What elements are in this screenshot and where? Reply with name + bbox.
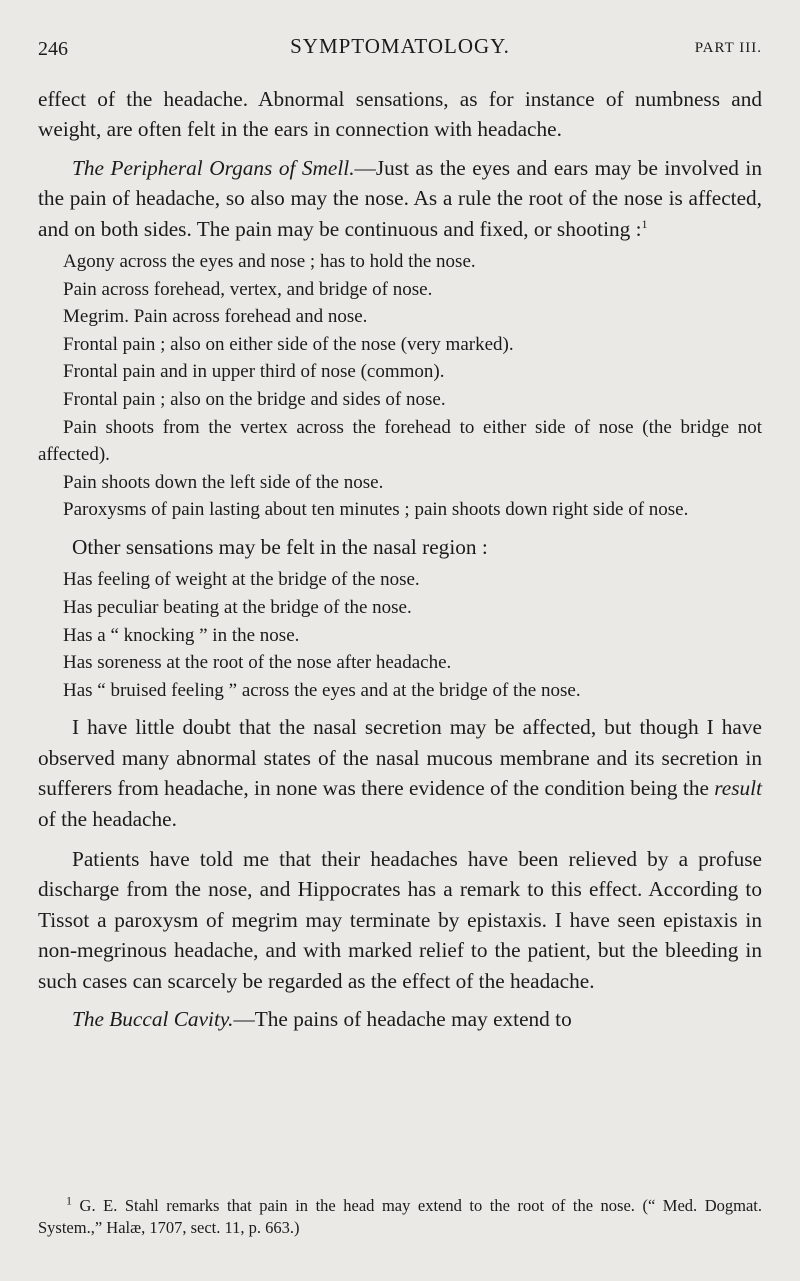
paragraph-text: —Just as the eyes and ears may be involved in the pain of headache, so also may the nose. As a rule the root of the nose is affected, and on both sides. The pain may be continuous and fixed, or shooting : — [38, 155, 762, 241]
paragraph: Other sensations may be felt in the nasal region : — [72, 534, 488, 559]
paragraph — [38, 1004, 762, 1034]
list-item: Has “ bruised feeling ” across the eyes and at the bridge of the nose. — [63, 679, 581, 701]
list-item: Has feeling of weight at the bridge of the nose. — [63, 569, 420, 591]
list-item: Frontal pain and in upper third of nose (common). — [63, 361, 445, 383]
paragraph-text: I have little doubt that the nasal secretion may be affected, but though I have observed many abnormal states of the nasal mucous membrane and its secretion in sufferers from headache, in none was there evidence of the condition being the — [38, 715, 762, 801]
footnote-ref[interactable]: 1 — [641, 216, 648, 231]
section-heading: The Peripheral Organs of Smell. — [72, 155, 355, 180]
footnote-marker: 1 — [66, 1193, 72, 1208]
sensation-list — [38, 566, 762, 704]
list-item: Has peculiar beating at the bridge of the nose. — [63, 596, 412, 618]
page-number: 246 — [38, 38, 68, 60]
footnote-text: G. E. Stahl remarks that pain in the head may extend to the root of the nose. (“ Med. Dogmat. System.,” Halæ, 1707, sect. 11, p. 663.) — [38, 1196, 762, 1237]
list-item: Pain shoots down the left side of the nose. — [63, 471, 384, 493]
paragraph — [38, 712, 762, 834]
list-item: Frontal pain ; also on the bridge and sides of nose. — [63, 389, 446, 410]
emphasis: result — [714, 776, 762, 801]
body-text — [38, 84, 762, 1034]
paragraph-text: —The pains of headache may extend to — [233, 1007, 572, 1031]
paragraph — [38, 153, 762, 244]
symptom-list — [38, 248, 762, 524]
list-item: Has a “ knocking ” in the nose. — [63, 624, 300, 646]
running-title: SYMPTOMATOLOGY. — [290, 34, 510, 58]
list-item: Frontal pain ; also on either side of the nose (very marked). — [63, 333, 514, 355]
paragraph: effect of the headache. Abnormal sensations, as for instance of numbness and weight, are often felt in the ears in connection with headache. — [38, 87, 762, 142]
part-label: PART III. — [694, 40, 762, 56]
footnote — [38, 1195, 762, 1239]
list-item: Pain shoots from the vertex across the forehead to either side of nose (the bridge not affected). — [38, 416, 762, 466]
running-header — [38, 34, 762, 64]
list-item: Agony across the eyes and nose ; has to hold the nose. — [63, 251, 476, 273]
paragraph-text: of the headache. — [38, 806, 177, 831]
paragraph: Patients have told me that their headaches have been relieved by a profuse discharge from the nose, and Hippocrates has a remark to this effect. According to Tissot a paroxysm of megrim may terminate by epistaxis. I have seen epistaxis in non-megrinous headache, and with marked relief to the patient, but the bleeding in such cases can scarcely be regarded as the effect of the headache. — [38, 846, 762, 993]
list-item: Has soreness at the root of the nose after headache. — [63, 652, 452, 674]
list-item: Paroxysms of pain lasting about ten minutes ; pain shoots down right side of nose. — [63, 499, 689, 521]
section-heading: The Buccal Cavity. — [72, 1007, 234, 1031]
list-item: Pain across forehead, vertex, and bridge of nose. — [63, 278, 433, 300]
list-item: Megrim. Pain across forehead and nose. — [63, 306, 368, 328]
